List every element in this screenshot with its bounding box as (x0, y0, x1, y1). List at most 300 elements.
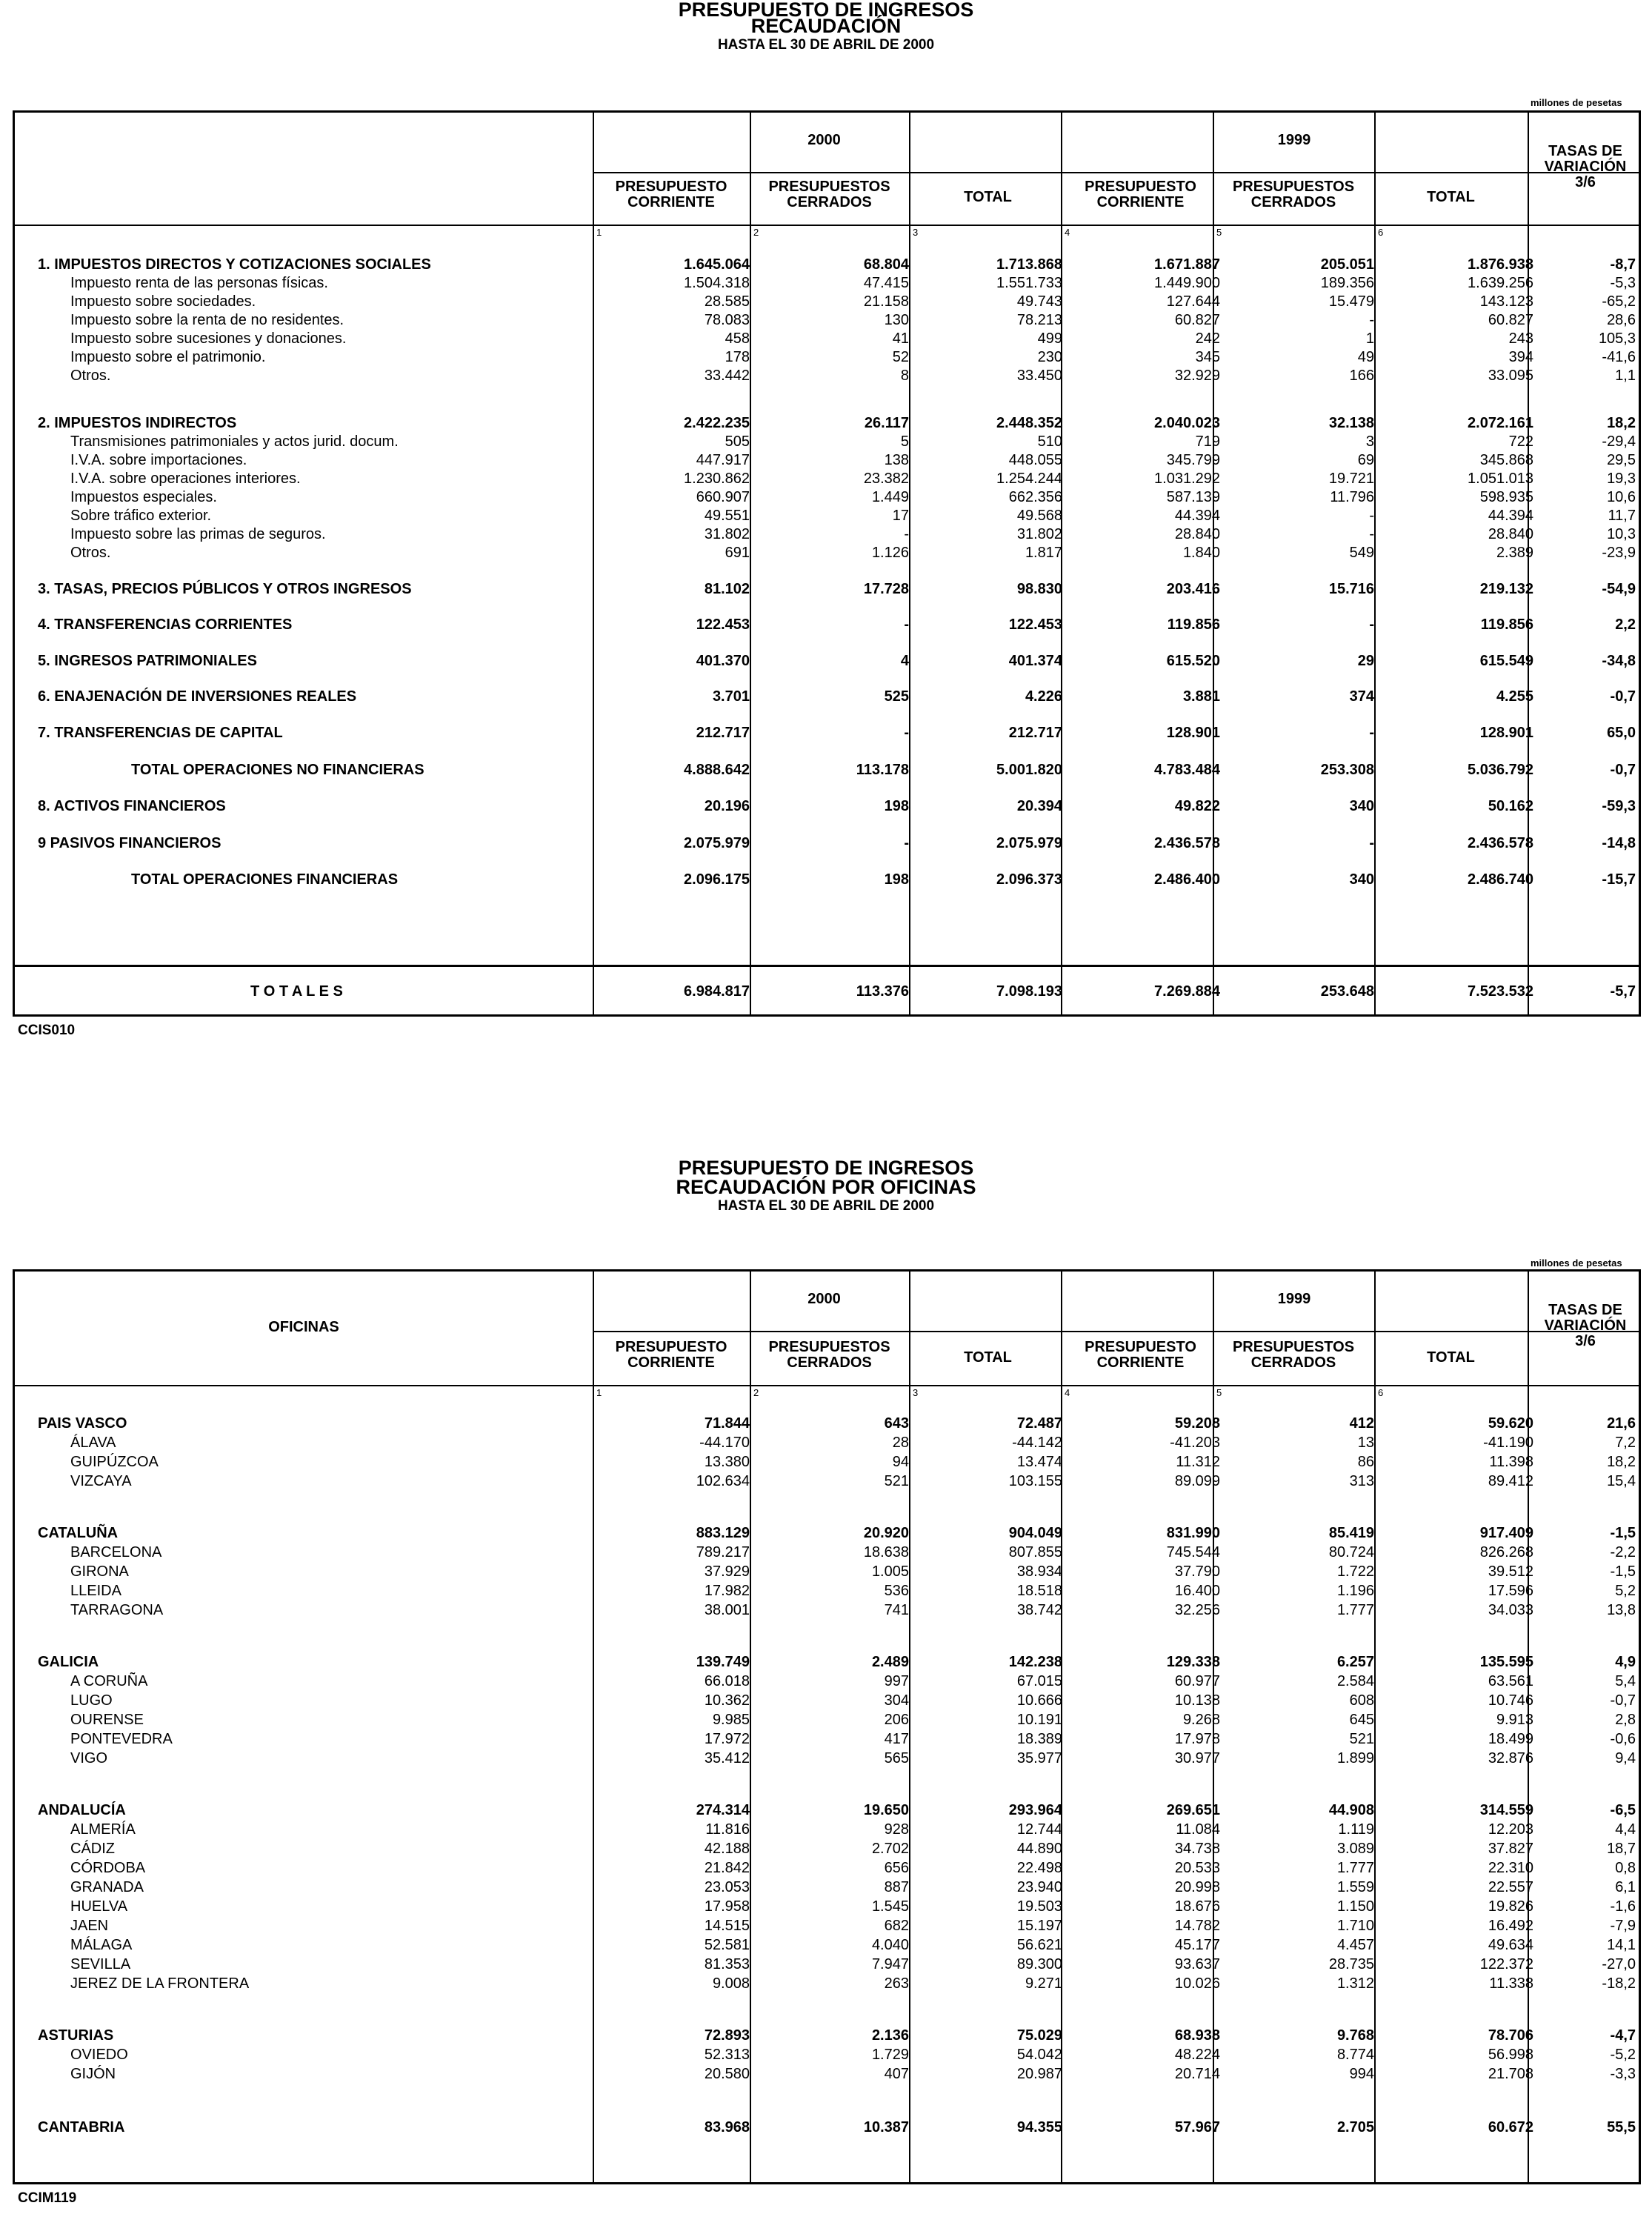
cell: -7,9 (1610, 1918, 1636, 1934)
cell: -59,3 (1602, 798, 1636, 814)
cell: 93.637 (1174, 1956, 1220, 1972)
cell: 129.338 (1166, 1654, 1220, 1670)
cell: 645 (1349, 1712, 1374, 1728)
table-row-group (15, 579, 1639, 599)
cell: 20.998 (1174, 1879, 1220, 1895)
cell: 9,4 (1615, 1750, 1636, 1766)
table2-recaudacion-oficinas (13, 1269, 1641, 2184)
cell: 682 (884, 1918, 909, 1934)
cell: 178 (725, 349, 750, 365)
row-label: 2. IMPUESTOS INDIRECTOS (38, 415, 237, 431)
cell: 4.040 (871, 1937, 909, 1953)
cell: 17.982 (704, 1583, 750, 1599)
cell: 44.394 (1488, 508, 1533, 524)
cell: 7.269.884 (1154, 983, 1220, 1000)
cell: 28.585 (704, 293, 750, 310)
cell: 38.001 (704, 1602, 750, 1618)
row-label: Transmisiones patrimoniales y actos jurid. docum. (70, 433, 399, 450)
cell: 20.394 (1016, 798, 1062, 814)
cell: 2.075.979 (996, 835, 1062, 851)
cell: 66.018 (704, 1673, 750, 1689)
cell: 28,6 (1607, 312, 1636, 328)
cell: 2,8 (1615, 1712, 1636, 1728)
cell: 9.913 (1496, 1712, 1533, 1728)
row-label: ÁLAVA (70, 1435, 116, 1451)
cell: 212.717 (1008, 725, 1062, 741)
table-row-group (15, 615, 1639, 634)
cell: 68.804 (863, 256, 909, 273)
col-number: 4 (1065, 1387, 1070, 1398)
cell: 313 (1349, 1473, 1374, 1489)
cell: 10.666 (1016, 1692, 1062, 1709)
cell: - (1369, 508, 1374, 524)
cell: 2.136 (871, 2027, 909, 2044)
cell: 9.008 (712, 1975, 750, 1992)
cell: 2,2 (1615, 616, 1636, 633)
cell: 5 (900, 433, 909, 450)
table-row-group (15, 413, 1639, 433)
col-number: 2 (753, 227, 759, 238)
cell: 2.040.023 (1154, 415, 1220, 431)
cell: 34.033 (1488, 1602, 1533, 1618)
row-label: 7. TRANSFERENCIAS DE CAPITAL (38, 725, 283, 741)
cell: 72.893 (704, 2027, 750, 2044)
cell: 105,3 (1598, 330, 1636, 347)
cell: 28.840 (1488, 526, 1533, 542)
cell: 9.985 (712, 1712, 750, 1728)
col-total-2000: TOTAL (964, 189, 1012, 205)
cell: 10.026 (1174, 1975, 1220, 1992)
table-row-group (15, 834, 1639, 853)
table-row-group (15, 760, 1639, 780)
cell: 2.096.175 (684, 871, 750, 888)
cell: 4 (900, 653, 909, 669)
row-label: CATALUÑA (38, 1525, 119, 1541)
cell: 14,1 (1607, 1937, 1636, 1953)
table-row (15, 1452, 1639, 1472)
cell: 139.749 (696, 1654, 750, 1670)
cell: 49.743 (1016, 293, 1062, 310)
cell: 1,1 (1615, 368, 1636, 384)
cell: 314.559 (1479, 1802, 1533, 1818)
cell: 19.721 (1328, 471, 1374, 487)
cell: 1.545 (871, 1898, 909, 1915)
table-row-group (15, 1801, 1639, 1820)
cell: 32.876 (1488, 1750, 1533, 1766)
cell: 23.053 (704, 1879, 750, 1895)
year-2000-header: 2000 (807, 1291, 841, 1307)
table-row (15, 366, 1639, 385)
cell: - (1369, 526, 1374, 542)
row-label: I.V.A. sobre importaciones. (70, 452, 247, 468)
cell: 4,4 (1615, 1821, 1636, 1838)
table-row (15, 451, 1639, 470)
cell: 26.117 (864, 415, 909, 431)
cell: 68.938 (1174, 2027, 1220, 2044)
cell: 1.671.887 (1154, 256, 1220, 273)
table-row (15, 1672, 1639, 1691)
cell: 21.708 (1488, 2066, 1533, 2082)
cell: 18.638 (863, 1544, 909, 1560)
table-row (15, 432, 1639, 451)
cell: -1,5 (1610, 1525, 1636, 1541)
cell: 17.958 (704, 1898, 750, 1915)
cell: 75.029 (1016, 2027, 1062, 2044)
cell: 1.051.013 (1468, 471, 1533, 487)
table2-code: CCIM119 (18, 2190, 77, 2206)
cell: 917.409 (1479, 1525, 1533, 1541)
totales-row (15, 982, 1639, 1001)
cell: 13.474 (1016, 1454, 1062, 1470)
cell: 122.453 (696, 616, 750, 633)
cell: 521 (884, 1473, 909, 1489)
cell: 18,7 (1607, 1841, 1636, 1857)
cell: 1.031.292 (1154, 471, 1220, 487)
row-label: CÁDIZ (70, 1841, 115, 1857)
row-label: 3. TASAS, PRECIOS PÚBLICOS Y OTROS INGRESOS (38, 581, 412, 597)
cell: 7.947 (871, 1956, 909, 1972)
cell: -41.190 (1483, 1435, 1533, 1451)
cell: 4.226 (1025, 688, 1062, 705)
cell: 10.138 (1174, 1692, 1220, 1709)
cell: 11.796 (1330, 489, 1374, 505)
cell: 60.672 (1488, 2119, 1533, 2135)
cell: 54.042 (1016, 2047, 1062, 2063)
table-row (15, 1543, 1639, 1562)
cell: 15,4 (1607, 1473, 1636, 1489)
cell: 1.449.900 (1154, 275, 1220, 291)
cell: 59.620 (1488, 1415, 1533, 1432)
cell: - (1369, 616, 1374, 633)
col-total-1999: TOTAL (1427, 1349, 1475, 1366)
col-total-2000: TOTAL (964, 1349, 1012, 1366)
cell: 3 (1365, 433, 1374, 450)
cell: 521 (1349, 1731, 1374, 1747)
cell: 10.362 (704, 1692, 750, 1709)
row-label: CANTABRIA (38, 2119, 125, 2135)
col-number: 6 (1378, 227, 1384, 238)
cell: 71.844 (704, 1415, 750, 1432)
cell: 28.735 (1328, 1956, 1374, 1972)
cell: -4,7 (1610, 2027, 1636, 2044)
cell: 412 (1349, 1415, 1374, 1432)
cell: 94.355 (1016, 2119, 1062, 2135)
cell: 2.702 (871, 1841, 909, 1857)
cell: -0,6 (1610, 1731, 1636, 1747)
cell: 39.512 (1488, 1563, 1533, 1580)
row-label: I.V.A. sobre operaciones interiores. (70, 471, 301, 487)
cell: 510 (1037, 433, 1062, 450)
cell: 13.380 (704, 1454, 750, 1470)
cell: 16.400 (1174, 1583, 1220, 1599)
cell: 17.978 (1174, 1731, 1220, 1747)
cell: 142.238 (1008, 1654, 1062, 1670)
cell: 78.083 (704, 312, 750, 328)
cell: 205.051 (1320, 256, 1374, 273)
cell: 1.729 (871, 2047, 909, 2063)
cell: 38.934 (1016, 1563, 1062, 1580)
cell: 2.072.161 (1468, 415, 1533, 431)
col-number: 3 (913, 1387, 919, 1398)
col-number: 5 (1216, 1387, 1222, 1398)
cell: 2.486.400 (1154, 871, 1220, 888)
row-label: ASTURIAS (38, 2027, 114, 2044)
cell: 98.830 (1016, 581, 1062, 597)
cell: 10,3 (1607, 526, 1636, 542)
table-row (15, 1729, 1639, 1749)
cell: 0,8 (1615, 1860, 1636, 1876)
cell: -27,0 (1602, 1956, 1636, 1972)
cell: 41 (892, 330, 909, 347)
table-row (15, 2045, 1639, 2064)
cell: 23.940 (1016, 1879, 1062, 1895)
row-label: PAIS VASCO (38, 1415, 127, 1432)
cell: 32.256 (1174, 1602, 1220, 1618)
cell: 55,5 (1607, 2119, 1636, 2135)
cell: 499 (1037, 330, 1062, 347)
col-presupuesto-corriente-1999: PRESUPUESTO CORRIENTE (1085, 1339, 1196, 1371)
cell: 18,2 (1607, 415, 1636, 431)
cell: 78.706 (1488, 2027, 1533, 2044)
cell: 65,0 (1607, 725, 1636, 741)
cell: 44.908 (1328, 1802, 1374, 1818)
cell: -8,7 (1610, 256, 1636, 273)
cell: 20.714 (1174, 2066, 1220, 2082)
cell: 2.075.979 (684, 835, 750, 851)
cell: 293.964 (1008, 1802, 1062, 1818)
cell: 741 (884, 1602, 909, 1618)
cell: 22.557 (1488, 1879, 1533, 1895)
cell: - (904, 616, 909, 633)
cell: 10.387 (863, 2119, 909, 2135)
cell: 997 (884, 1673, 909, 1689)
year-1999-header: 1999 (1277, 132, 1311, 148)
cell: 18.676 (1174, 1898, 1220, 1915)
cell: 22.498 (1016, 1860, 1062, 1876)
cell: 1.713.868 (996, 256, 1062, 273)
cell: 15.716 (1328, 581, 1374, 597)
cell: 86 (1357, 1454, 1374, 1470)
cell: 78.213 (1016, 312, 1062, 328)
cell: 28 (892, 1435, 909, 1451)
cell: 206 (884, 1712, 909, 1728)
table-row (15, 1955, 1639, 1974)
cell: - (904, 835, 909, 851)
cell: -41.203 (1170, 1435, 1220, 1451)
cell: 198 (884, 871, 909, 888)
cell: 2.436.578 (1154, 835, 1220, 851)
cell: -3,3 (1610, 2066, 1636, 2082)
cell: -15,7 (1602, 871, 1636, 888)
cell: 127.644 (1166, 293, 1220, 310)
table-row (15, 525, 1639, 544)
cell: 219.132 (1479, 581, 1533, 597)
cell: -0,7 (1610, 1692, 1636, 1709)
table-row (15, 310, 1639, 330)
cell: 19.826 (1488, 1898, 1533, 1915)
col-presupuesto-corriente-1999: PRESUPUESTO CORRIENTE (1085, 179, 1196, 210)
cell: - (904, 526, 909, 542)
cell: -14,8 (1602, 835, 1636, 851)
cell: 128.901 (1479, 725, 1533, 741)
cell: 4.888.642 (684, 762, 750, 778)
cell: 662.356 (1008, 489, 1062, 505)
cell: 29 (1357, 653, 1374, 669)
cell: 1.230.862 (684, 471, 750, 487)
cell: 32.138 (1328, 415, 1374, 431)
cell: 59.208 (1174, 1415, 1220, 1432)
cell: -5,7 (1610, 983, 1636, 1000)
cell: 56.621 (1016, 1937, 1062, 1953)
col-total-1999: TOTAL (1427, 189, 1475, 205)
cell: -1,5 (1610, 1563, 1636, 1580)
cell: 831.990 (1166, 1525, 1220, 1541)
cell: 2.486.740 (1468, 871, 1533, 888)
cell: 1.126 (871, 545, 909, 561)
cell: 340 (1349, 871, 1374, 888)
row-label: Sobre tráfico exterior. (70, 508, 212, 524)
cell: 20.987 (1016, 2066, 1062, 2082)
cell: 5.001.820 (996, 762, 1062, 778)
cell: 345.868 (1479, 452, 1533, 468)
cell: 20.920 (863, 1525, 909, 1541)
cell: 719 (1195, 433, 1220, 450)
cell: 33.442 (704, 368, 750, 384)
table-row-group (15, 723, 1639, 742)
table-row (15, 1710, 1639, 1729)
cell: 14.782 (1174, 1918, 1220, 1934)
cell: 67.015 (1016, 1673, 1062, 1689)
row-label: TARRAGONA (70, 1602, 164, 1618)
row-label: VIZCAYA (70, 1473, 132, 1489)
cell: 119.856 (1167, 616, 1220, 633)
cell: 198 (884, 798, 909, 814)
row-label: Impuesto sobre sociedades. (70, 293, 256, 310)
year-2000-header: 2000 (807, 132, 841, 148)
cell: 113.178 (856, 762, 909, 778)
cell: 304 (884, 1692, 909, 1709)
cell: 33.450 (1016, 368, 1062, 384)
cell: 656 (884, 1860, 909, 1876)
col-number: 5 (1216, 227, 1222, 238)
cell: 904.049 (1008, 1525, 1062, 1541)
cell: 33.095 (1488, 368, 1533, 384)
table-row-group (15, 2118, 1639, 2137)
cell: 21.842 (704, 1860, 750, 1876)
cell: 4.255 (1496, 688, 1533, 705)
cell: -18,2 (1602, 1975, 1636, 1992)
cell: -44.142 (1012, 1435, 1062, 1451)
cell: 587.139 (1166, 489, 1220, 505)
row-label: LLEIDA (70, 1583, 121, 1599)
table-row (15, 1935, 1639, 1955)
cell: 49.551 (704, 508, 750, 524)
col-presupuestos-cerrados-1999: PRESUPUESTOS CERRADOS (1232, 179, 1355, 210)
cell: 19,3 (1607, 471, 1636, 487)
cell: 119.856 (1480, 616, 1533, 633)
col-presupuestos-cerrados-2000: PRESUPUESTOS CERRADOS (768, 179, 890, 210)
cell: 20.196 (704, 798, 750, 814)
row-label: Otros. (70, 368, 111, 384)
cell: 15.197 (1016, 1918, 1062, 1934)
cell: 2.096.373 (996, 871, 1062, 888)
cell: 49.568 (1016, 508, 1062, 524)
cell: 37.790 (1174, 1563, 1220, 1580)
cell: 52 (892, 349, 909, 365)
cell: 18,2 (1607, 1454, 1636, 1470)
table1-code: CCIS010 (18, 1023, 76, 1038)
cell: -2,2 (1610, 1544, 1636, 1560)
cell: 1.722 (1336, 1563, 1374, 1580)
cell: 11.398 (1489, 1454, 1533, 1470)
oficinas-header: OFICINAS (268, 1319, 339, 1335)
cell: 60.827 (1488, 312, 1533, 328)
table-row (15, 2064, 1639, 2084)
cell: 1 (1365, 330, 1374, 347)
row-label: GIRONA (70, 1563, 129, 1580)
cell: 1.777 (1336, 1860, 1374, 1876)
table-row-group (15, 797, 1639, 816)
row-label: Impuesto sobre el patrimonio. (70, 349, 266, 365)
table1-recaudacion (13, 110, 1641, 1017)
cell: 29,5 (1607, 452, 1636, 468)
cell: 345 (1195, 349, 1220, 365)
row-label: HUELVA (70, 1898, 128, 1915)
row-label: Impuestos especiales. (70, 489, 217, 505)
cell: 2.422.235 (684, 415, 750, 431)
cell: 113.376 (856, 983, 909, 1000)
row-label: Impuesto sobre la renta de no residentes. (70, 312, 344, 328)
cell: -0,7 (1610, 762, 1636, 778)
cell: 1.551.733 (996, 275, 1062, 291)
cell: 1.312 (1336, 1975, 1374, 1992)
cell: 615.549 (1479, 653, 1533, 669)
cell: 660.907 (696, 489, 750, 505)
cell: 1.777 (1336, 1602, 1374, 1618)
row-label: TOTAL OPERACIONES FINANCIERAS (131, 871, 399, 888)
cell: 274.314 (696, 1802, 750, 1818)
cell: 1.150 (1336, 1898, 1374, 1915)
cell: 32.929 (1174, 368, 1220, 384)
cell: 6.984.817 (684, 983, 750, 1000)
cell: 536 (884, 1583, 909, 1599)
table-row-group (15, 1414, 1639, 1433)
col-presupuesto-corriente-2000: PRESUPUESTO CORRIENTE (615, 179, 727, 210)
cell: 166 (1349, 368, 1374, 384)
table-row (15, 1858, 1639, 1878)
cell: 21,6 (1607, 1415, 1636, 1432)
cell: 31.802 (1016, 526, 1062, 542)
cell: 2.705 (1336, 2119, 1374, 2135)
cell: 1.639.256 (1468, 275, 1533, 291)
cell: 18.518 (1016, 1583, 1062, 1599)
table-row (15, 1433, 1639, 1452)
cell: 407 (884, 2066, 909, 2082)
cell: 50.162 (1488, 798, 1533, 814)
cell: 928 (884, 1821, 909, 1838)
cell: 10,6 (1607, 489, 1636, 505)
cell: 401.370 (696, 653, 750, 669)
cell: 3.701 (712, 688, 750, 705)
table2-date: HASTA EL 30 DE ABRIL DE 2000 (717, 1198, 935, 1214)
row-label: BARCELONA (70, 1544, 162, 1560)
cell: 1.840 (1182, 545, 1220, 561)
cell: 5.036.792 (1468, 762, 1533, 778)
cell: 44.890 (1016, 1841, 1062, 1857)
table-row (15, 1878, 1639, 1897)
cell: 242 (1195, 330, 1220, 347)
col-presupuestos-cerrados-2000: PRESUPUESTOS CERRADOS (768, 1339, 890, 1371)
